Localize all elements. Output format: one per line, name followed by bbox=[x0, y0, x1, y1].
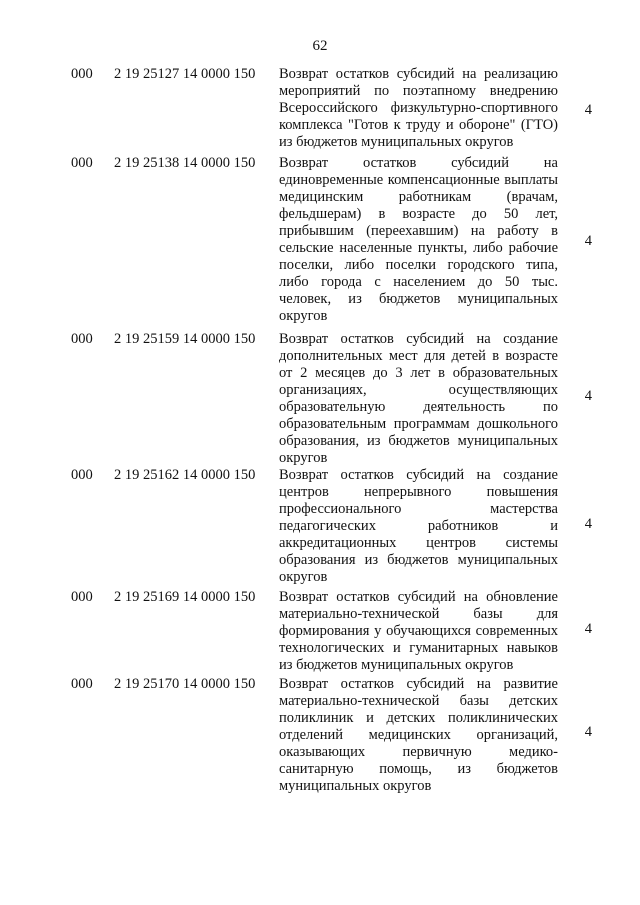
admin-code: 000 bbox=[71, 589, 93, 605]
norm-value: 4 bbox=[584, 102, 592, 118]
revenue-name: Возврат остатков субсидий на обновление материально-технической базы для формирования у обучающихся современных технологических и гуманитарных навыков из бюджетов муниципальных округов bbox=[279, 589, 558, 673]
revenue-name: Возврат остатков субсидий на реализацию мероприятий по поэтапному внедрению Всероссийского физкультурно-спортивного комплекса "Готов к труду и обороне" (ГТО) из бюджетов муниципальных округов bbox=[279, 66, 558, 150]
table-row bbox=[0, 467, 640, 589]
admin-code: 000 bbox=[71, 467, 93, 483]
page-number: 62 bbox=[312, 38, 328, 54]
norm-value: 4 bbox=[584, 724, 592, 740]
table-row bbox=[0, 155, 640, 330]
revenue-name: Возврат остатков субсидий на единовременные компенсационные выплаты медицинским работникам (врачам, фельдшерам) в возрасте до 50 лет, прибывшим (переехавшим) на работу в сельские населенные пункты, либо рабочие поселки, либо поселки городского типа, либо города с населением до 50 тыс. человек, из бюджетов муниципальных округов bbox=[279, 155, 558, 324]
norm-value: 4 bbox=[584, 233, 592, 249]
revenue-name: Возврат остатков субсидий на создание дополнительных мест для детей в возрасте от 2 месяцев до 3 лет в образовательных организациях, осуществляющих образовательную деятельность по образовательным программам дошкольного образования, из бюджетов муниципальных округов bbox=[279, 331, 558, 466]
admin-code: 000 bbox=[71, 676, 93, 692]
table-row bbox=[0, 331, 640, 469]
admin-code: 000 bbox=[71, 66, 93, 82]
budget-classification-code: 2 19 25138 14 0000 150 bbox=[114, 155, 256, 171]
budget-classification-code: 2 19 25159 14 0000 150 bbox=[114, 331, 256, 347]
admin-code: 000 bbox=[71, 155, 93, 171]
budget-classification-code: 2 19 25169 14 0000 150 bbox=[114, 589, 256, 605]
table-row bbox=[0, 66, 640, 156]
admin-code: 000 bbox=[71, 331, 93, 347]
budget-classification-code: 2 19 25162 14 0000 150 bbox=[114, 467, 256, 483]
table-row bbox=[0, 589, 640, 677]
budget-classification-code: 2 19 25170 14 0000 150 bbox=[114, 676, 256, 692]
norm-value: 4 bbox=[584, 388, 592, 404]
budget-classification-code: 2 19 25127 14 0000 150 bbox=[114, 66, 256, 82]
revenue-name: Возврат остатков субсидий на развитие материально-технической базы детских поликлиник и детских поликлинических отделений медицинских организаций, оказывающих первичную медико-санитарную помощь, из бюджетов муниципальных округов bbox=[279, 676, 558, 794]
revenue-name: Возврат остатков субсидий на создание центров непрерывного повышения профессионального мастерства педагогических работников и аккредитационных центров системы образования из бюджетов муниципальных округов bbox=[279, 467, 558, 585]
table-row bbox=[0, 676, 640, 800]
norm-value: 4 bbox=[584, 621, 592, 637]
norm-value: 4 bbox=[584, 516, 592, 532]
